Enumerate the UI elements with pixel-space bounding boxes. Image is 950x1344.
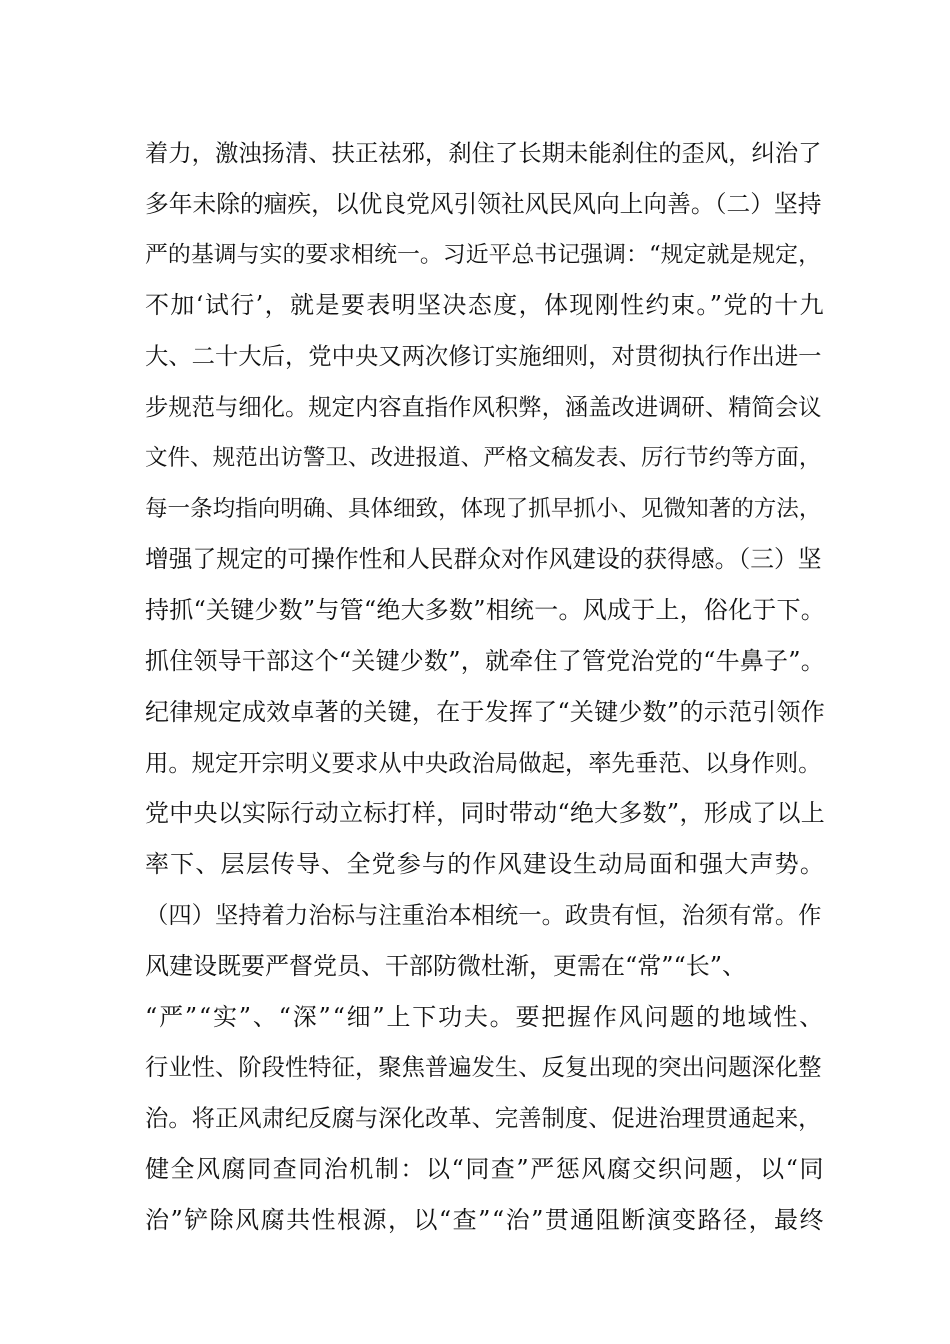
text-line: 步规范与细化。规定内容直指作风积弊，涵盖改进调研、精简会议 — [145, 392, 822, 421]
text-line: 着力，激浊扬清、扶正祛邪，刹住了长期未能刹住的歪风，纠治了 — [145, 139, 822, 167]
text-line: 党中央以实际行动立标打样，同时带动“绝大多数”，形成了以上 — [145, 799, 825, 828]
text-line: 持抓“关键少数”与管“绝大多数”相统一。风成于上，俗化于下。 — [145, 596, 825, 625]
text-line: 增强了规定的可操作性和人民群众对作风建设的获得感。（三）坚 — [145, 545, 822, 574]
text-line: 治。将正风肃纪反腐与深化改革、完善制度、促进治理贯通起来， — [145, 1104, 822, 1133]
text-line: 抓住领导干部这个“关键少数”，就牵住了管党治党的“牛鼻子”。 — [145, 646, 825, 675]
body-text — [145, 128, 825, 1246]
text-line: 治”铲除风腐共性根源，以“查”“治”贯通阻断演变路径，最终 — [145, 1205, 825, 1234]
text-line: 纪律规定成效卓著的关键，在于发挥了“关键少数”的示范引领作 — [145, 697, 825, 726]
text-line: 每一条均指向明确、具体细致，体现了抓早抓小、见微知著的方法， — [145, 495, 822, 522]
text-line: “严”“实”、“深”“细”上下功夫。要把握作风问题的地域性、 — [145, 1002, 825, 1031]
text-line: 文件、规范出访警卫、改进报道、严格文稿发表、厉行节约等方面， — [145, 444, 822, 471]
text-line: 行业性、阶段性特征，聚焦普遍发生、反复出现的突出问题深化整 — [145, 1053, 822, 1082]
text-line: （四）坚持着力治标与注重治本相统一。政贵有恒，治须有常。作 — [145, 900, 822, 929]
text-line: 大、二十大后，党中央又两次修订实施细则，对贯彻执行作出进一 — [145, 342, 822, 371]
text-line: 率下、层层传导、全党参与的作风建设生动局面和强大声势。 — [145, 850, 825, 879]
text-line: 用。规定开宗明义要求从中央政治局做起，率先垂范、以身作则。 — [145, 748, 822, 777]
text-line: 风建设既要严督党员、干部防微杜渐，更需在“常”“长”、 — [145, 951, 747, 980]
text-line: 多年未除的痼疾，以优良党风引领社风民风向上向善。（二）坚持 — [145, 189, 822, 218]
text-line: 严的基调与实的要求相统一。习近平总书记强调：“规定就是规定， — [145, 241, 821, 268]
text-line: 不加‘试行’，就是要表明坚决态度，体现刚性约束。”党的十九 — [145, 291, 825, 320]
text-line: 健全风腐同查同治机制：以“同查”严惩风腐交织问题，以“同 — [145, 1154, 825, 1183]
